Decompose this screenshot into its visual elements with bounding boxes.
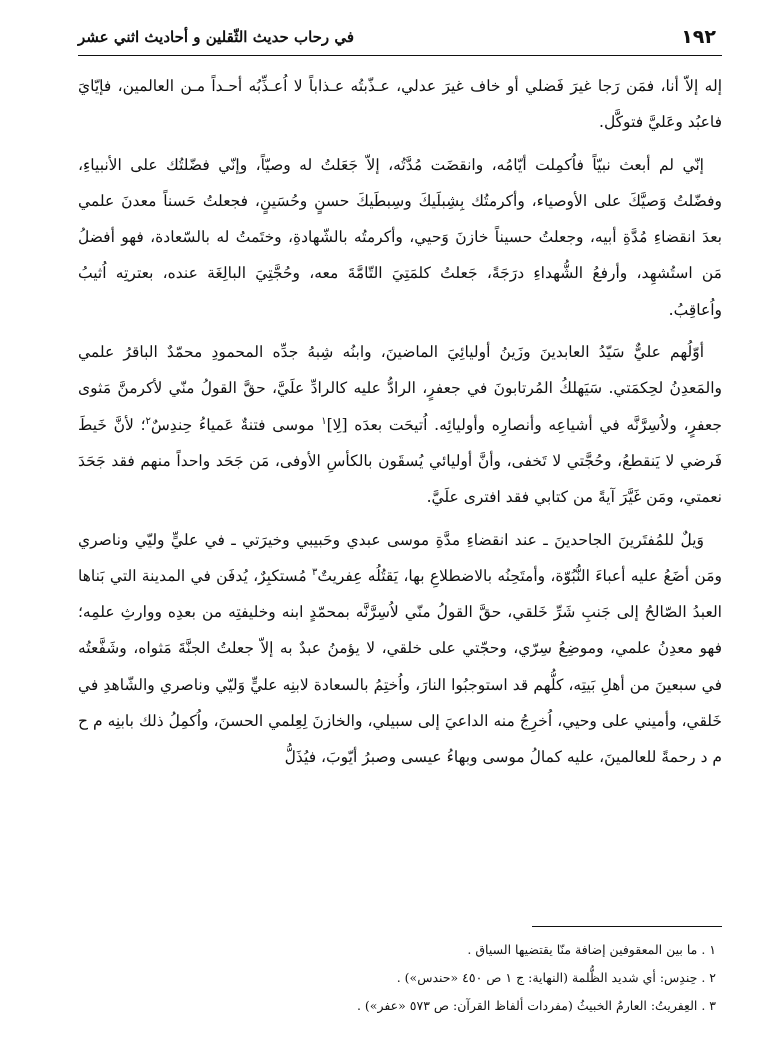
- paragraph-text: وَيلٌ للمُفتَرينَ الجاحدينَ ـ عند انقضاءِ مدَّةِ موسى عبدي وحَبيبي وخيرَتي ـ في عليٍّ وليّي وناصري ومَن أضَعُ عليه أعباءَ النُّبُوّة، وأمتَحِنُه بالاضطلاعِ بها، يَقتُلُه عِفريتٌ: [78, 530, 722, 585]
- paragraph-1: [78, 68, 722, 141]
- paragraph-text: إله إلاّ أنا، فمَن رَجا غيرَ فَضلي أو خاف غيرَ عدلي، عـذّبتُه عـذاباً لا اُعـذِّبُه أحـداً مـن العالمين، فإيّايَ فاعبُد وعَليَّ فتوكَّل.: [78, 77, 722, 132]
- footnote-2: ٢ . حِندِس: أي شديد الظُّلمة (النهاية: ج ١ ص ٤٥٠ «حندس») .: [396, 970, 716, 985]
- paragraph-text: إنّي لم أبعث نبيّاً فاُكمِلت أيّامُه، وانقضَت مُدَّتُه، إلاّ جَعَلتُ له وصيّاً، وإنّي فضّلتُك على الأنبياءِ، وفضّلتُ وَصيَّكَ على الأوصياء، وأكرمتُك بِشِبلَيكَ وسِبطَيكَ حسنٍ وحُسَينٍ، فجعلتُ حَسناً معدنَ علمي بعدَ انقضاءِ مُدَّةِ أبيه، وجعلتُ حسيناً خازنَ وَحيي، وأكرمتُه بالشّهادةِ، وختَمتُ له بالسّعادة، فهو أفضلُ مَن استُشهِد، وأرفعُ الشُّهداءِ درَجَةً، جَعلتُ كلمَتِيَ التّامَّةَ معه، وحُجَّتِيَ البالِغَة عنده، بعترتِه اُثيبُ واُعاقِبُ.: [78, 155, 722, 319]
- paragraph-text: ؛ لأنَّ خَيطَ فَرضي لا يَنقطعُ، وحُجَّتي لا تَخفى، وأنَّ أوليائي يُسقَون بالكأسِ الأوفى، مَن جَحَد واحداً منهم فقد جَحَدَ نعمتي، ومَن غَيَّرَ آيةً من كتابي فقد افترى علَيَّ.: [78, 415, 722, 507]
- main-text: [78, 68, 722, 888]
- footnote-ref-3[interactable]: ٣: [311, 566, 318, 578]
- footnote-1: ١ . ما بين المعقوفين إضافة منّا يقتضيها السياق .: [467, 942, 716, 957]
- footnote-rule: [532, 926, 722, 927]
- page-header: [78, 22, 716, 52]
- paragraph-text: أوّلُهم عليٌّ سَيّدُ العابدينَ وزَينُ أوليائِيَ الماضينَ، وابنُه شِبهُ جدِّه المحمودِ محمّدٌ الباقرُ علمي والمَعدِنُ لحِكمَتي. سَيَهلكُ المُرتابونَ في جعفرٍ، الرادُّ عليه كالرادِّ علَيَّ، حقَّ القولُ منّي لأكرمنَّ مَثوى جعفرٍ، ولاُسِرَّنَّه في أشياعِه وأنصارِه وأوليائِه. اُتيحَت بعدَه [لِا]: [78, 343, 722, 434]
- paragraph-3: [78, 334, 722, 515]
- paragraph-4: [78, 522, 722, 776]
- footnote-ref-2[interactable]: ٢: [145, 415, 151, 427]
- page-number: ١٩٢: [681, 26, 716, 48]
- paragraph-2: [78, 147, 722, 328]
- paragraph-text: مُستكبِرٌ، يُدفَن في المدينة التي بَناها العبدُ الصّالحُ إلى جَنبِ شَرِّ خَلقي، حقَّ القولُ منّي لاُسِرَّنَّه بمحمّدٍ ابنه وخليفتِه من بعدِه ووارثِ علمِه؛ فهو معدِنُ علمي، وموضِعُ سِرّي، وحجّتي على خلقي، لا يؤمنُ عبدٌ به إلاّ جعلتُ الجنَّةَ مَثواه، وشَفَّعتُه في سبعينَ من أهلِ بَيتِه، كلُّهم قد استوجبُوا النارَ، واُختِمُ بالسعادة لابنِه عليٍّ وَليّي وناصري والشّاهدِ في خَلقي، وأميني على وحيي، اُخرِجُ منه الداعيَ إلى سبيلي، والخازنَ لِعِلمي الحسنَ، واُكمِلُ ذلك بابنِه م ح م د رحمةً للعالمينَ، عليه كمالُ موسى وبهاءُ عيسى وصبرُ أيّوبَ، فيُذَلُّ: [78, 566, 722, 767]
- paragraph-text: موسى فتنةٌ عَمياءُ حِندِسٌ: [150, 415, 322, 434]
- footnote-ref-1[interactable]: ١: [321, 415, 327, 427]
- footnotes: [78, 936, 716, 1020]
- running-title: في رحاب حديث الثّقلين و أحاديث اثني عشر: [78, 28, 355, 46]
- footnote-3: ٣ . العِفريتُ: العارمُ الخبيثُ (مفردات ألفاظ القرآن: ص ٥٧٣ «عفر») .: [356, 998, 716, 1013]
- header-rule: [78, 55, 722, 56]
